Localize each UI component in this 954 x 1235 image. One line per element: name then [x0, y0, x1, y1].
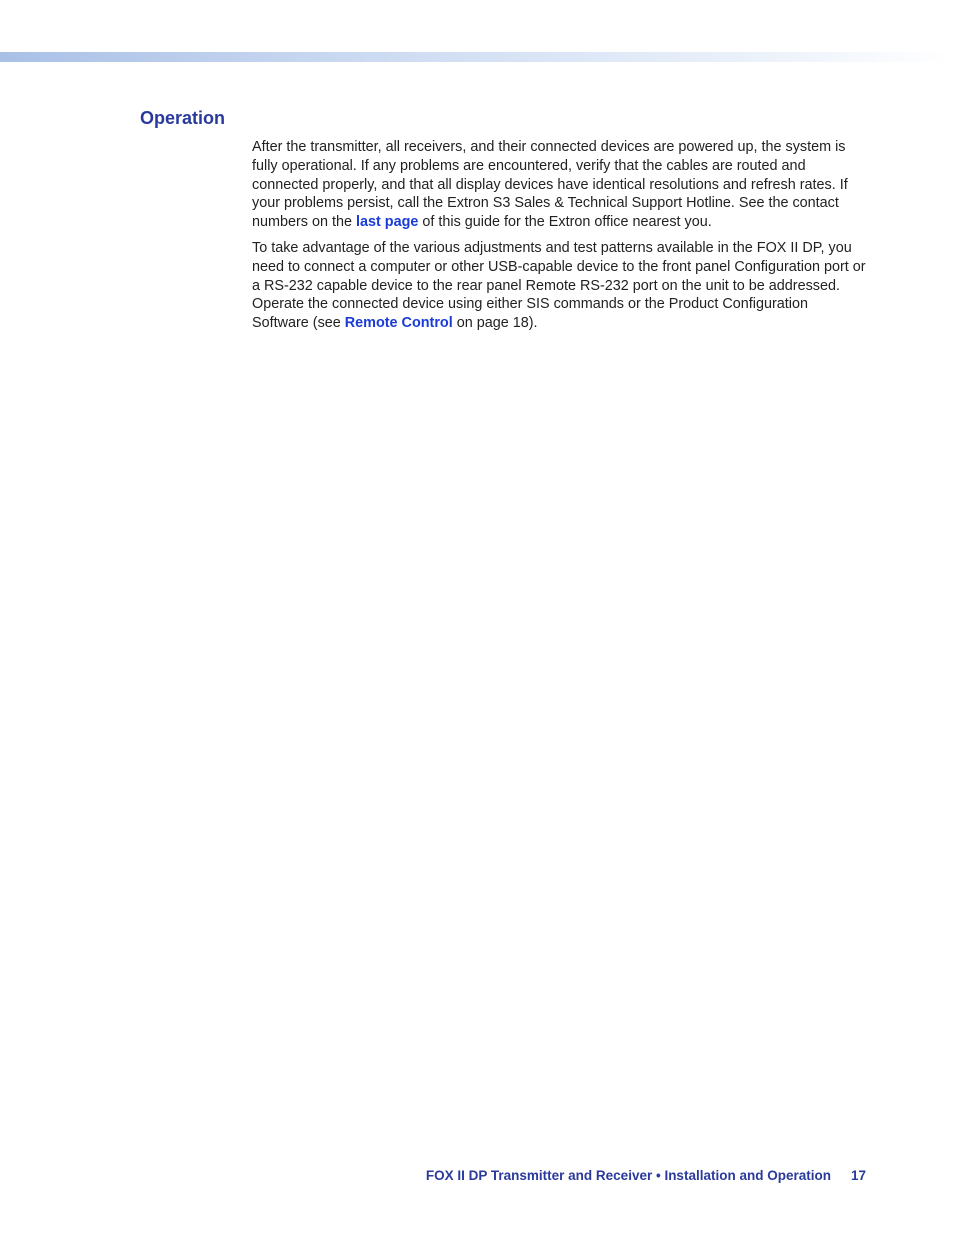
paragraph-text: After the transmitter, all receivers, and their connected devices are powered up, the system is fully operational. If any problems are encountered, verify that the cables are routed and connected properly, and that all display devices have identical resolutions and refresh rates. If your problems persist, call the Extron S3 Sales & Technical Support Hotline. See the contact numbers on the [252, 139, 848, 231]
section-heading: Operation [140, 108, 226, 128]
paragraph-text: on page 18). [452, 315, 538, 332]
remote-control-link[interactable]: Remote Control [344, 315, 453, 332]
page-number: 17 [850, 1168, 866, 1183]
last-page-link[interactable]: last page [356, 214, 419, 231]
paragraph-text: of this guide for the Extron office nearest you. [418, 214, 712, 231]
section-body [252, 138, 867, 340]
page-footer [426, 1168, 866, 1183]
paragraph-configuration [252, 239, 867, 333]
paragraph-text: To take advantage of the various adjustments and test patterns available in the FOX II DP, you need to connect a computer or other USB-capable device to the front panel Configuration port or a RS-232 capable device to the rear panel Remote RS-232 port on the unit to be addressed. Operate the connected device using either SIS commands or the Product Configuration Software (see [252, 239, 866, 332]
header-gradient-bar [0, 52, 954, 62]
footer-title: FOX II DP Transmitter and Receiver • Installation and Operation [425, 1168, 831, 1183]
paragraph-operation-intro [252, 138, 867, 232]
